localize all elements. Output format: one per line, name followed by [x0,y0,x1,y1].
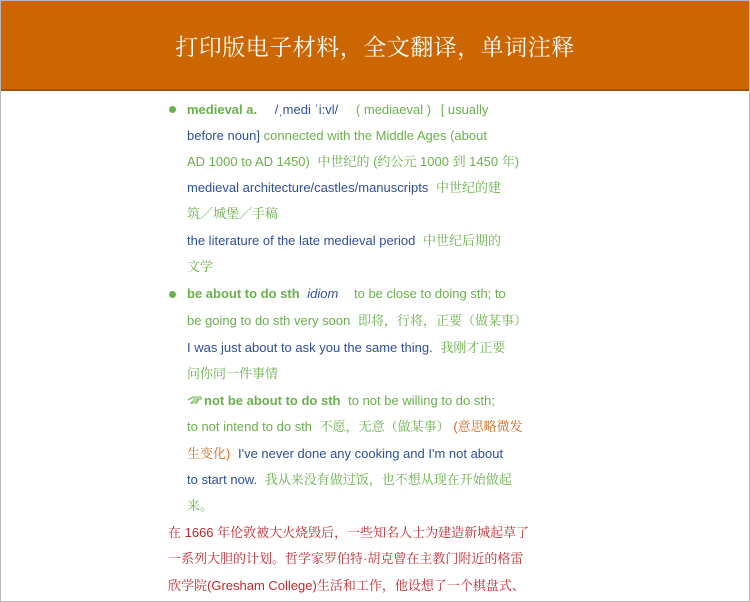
about-definition-en: to be close to doing sth; to [353,286,506,301]
neg-example-en: I've never done any cooking and I'm not about [237,446,504,461]
usage-bracket: [ usually [440,102,489,117]
entry-medieval-line2 [187,127,487,145]
entry-about-line1 [187,285,506,303]
bullet-about [169,291,176,298]
entry-medieval-line4 [187,179,501,197]
about-example-en: I was just about to ask you the same thing. [187,340,433,355]
usage-bracket-cont: before noun] [187,128,261,143]
entry-about-line2 [187,312,527,330]
neg-example-en-cont: to start now. [187,472,258,487]
neg-definition-en: to not be willing to do sth; [348,393,495,408]
entry-medieval-line6 [187,232,501,250]
definition-en: connected with the Middle Ages (about [263,128,487,143]
entry-medieval-line1 [187,101,488,119]
headword-medieval: medieval a. [187,102,258,117]
entry-medieval-line7 [187,258,213,276]
entry-about-neg-line4 [187,471,512,489]
variant-spelling: ( mediaeval ) [355,102,432,117]
entry-about-line4 [187,365,278,383]
title-banner [1,1,749,91]
example1-zh: 中世纪的建 [435,180,501,195]
entry-about-neg-line2 [187,418,523,436]
entry-medieval-line3 [187,153,519,171]
entry-about-neg-line5 [187,497,213,515]
banner-title: 打印版电子材料，全文翻译，单词注释 [175,34,575,61]
example1-zh-cont: 筑／城堡／手稿 [187,206,279,221]
entry-medieval-line5 [187,205,278,223]
translation-line2: 一系列大胆的计划。哲学家罗伯特·胡克曾在主教门附近的格雷 [168,551,524,566]
neg-usage-note-cont: 生变化) [187,446,231,461]
neg-example-zh: 我从来没有做过饭，也不想从现在开始做起 [264,472,512,487]
idiom-label: idiom [307,286,339,301]
neg-example-zh-cont: 来。 [187,498,214,513]
about-definition-zh: 即将，行将，正要（做某事） [357,313,527,328]
bullet-medieval [169,106,176,113]
translation-line1: 在 1666 年伦敦被大火烧毁后，一些知名人士为建造新城起草了 [168,525,530,540]
headword-about: be about to do sth [187,286,300,301]
entry-about-neg-line3 [187,445,503,463]
pointing-hand-icon [187,394,203,406]
dictionary-page [0,92,750,602]
example2-en: the literature of the late medieval period [187,233,416,248]
example2-zh-cont: 文学 [187,259,214,274]
neg-definition-zh: 不愿，无意（做某事） [319,419,450,434]
entry-about-neg-line1 [187,392,495,410]
neg-headword: not be about to do sth [204,393,341,408]
pronunciation: /ˌmedi ˈi:vl/ [274,102,339,117]
neg-usage-note: (意思略微发 [453,419,523,434]
about-example-zh: 我刚才正要 [440,340,506,355]
entry-about-line3 [187,339,505,357]
definition-en-cont: AD 1000 to AD 1450) [187,154,310,169]
about-example-zh-cont: 问你同一件事情 [187,366,279,381]
example2-zh: 中世纪后期的 [422,233,501,248]
neg-definition-en-cont: to not intend to do sth [187,419,313,434]
example1-en: medieval architecture/castles/manuscripts [187,180,429,195]
translation-line3: 欣学院(Gresham College)生活和工作，他设想了一个棋盘式、 [168,578,525,593]
definition-zh: 中世纪的 (约公元 1000 到 1450 年) [317,154,520,169]
about-definition-en-cont: be going to do sth very soon [187,313,351,328]
